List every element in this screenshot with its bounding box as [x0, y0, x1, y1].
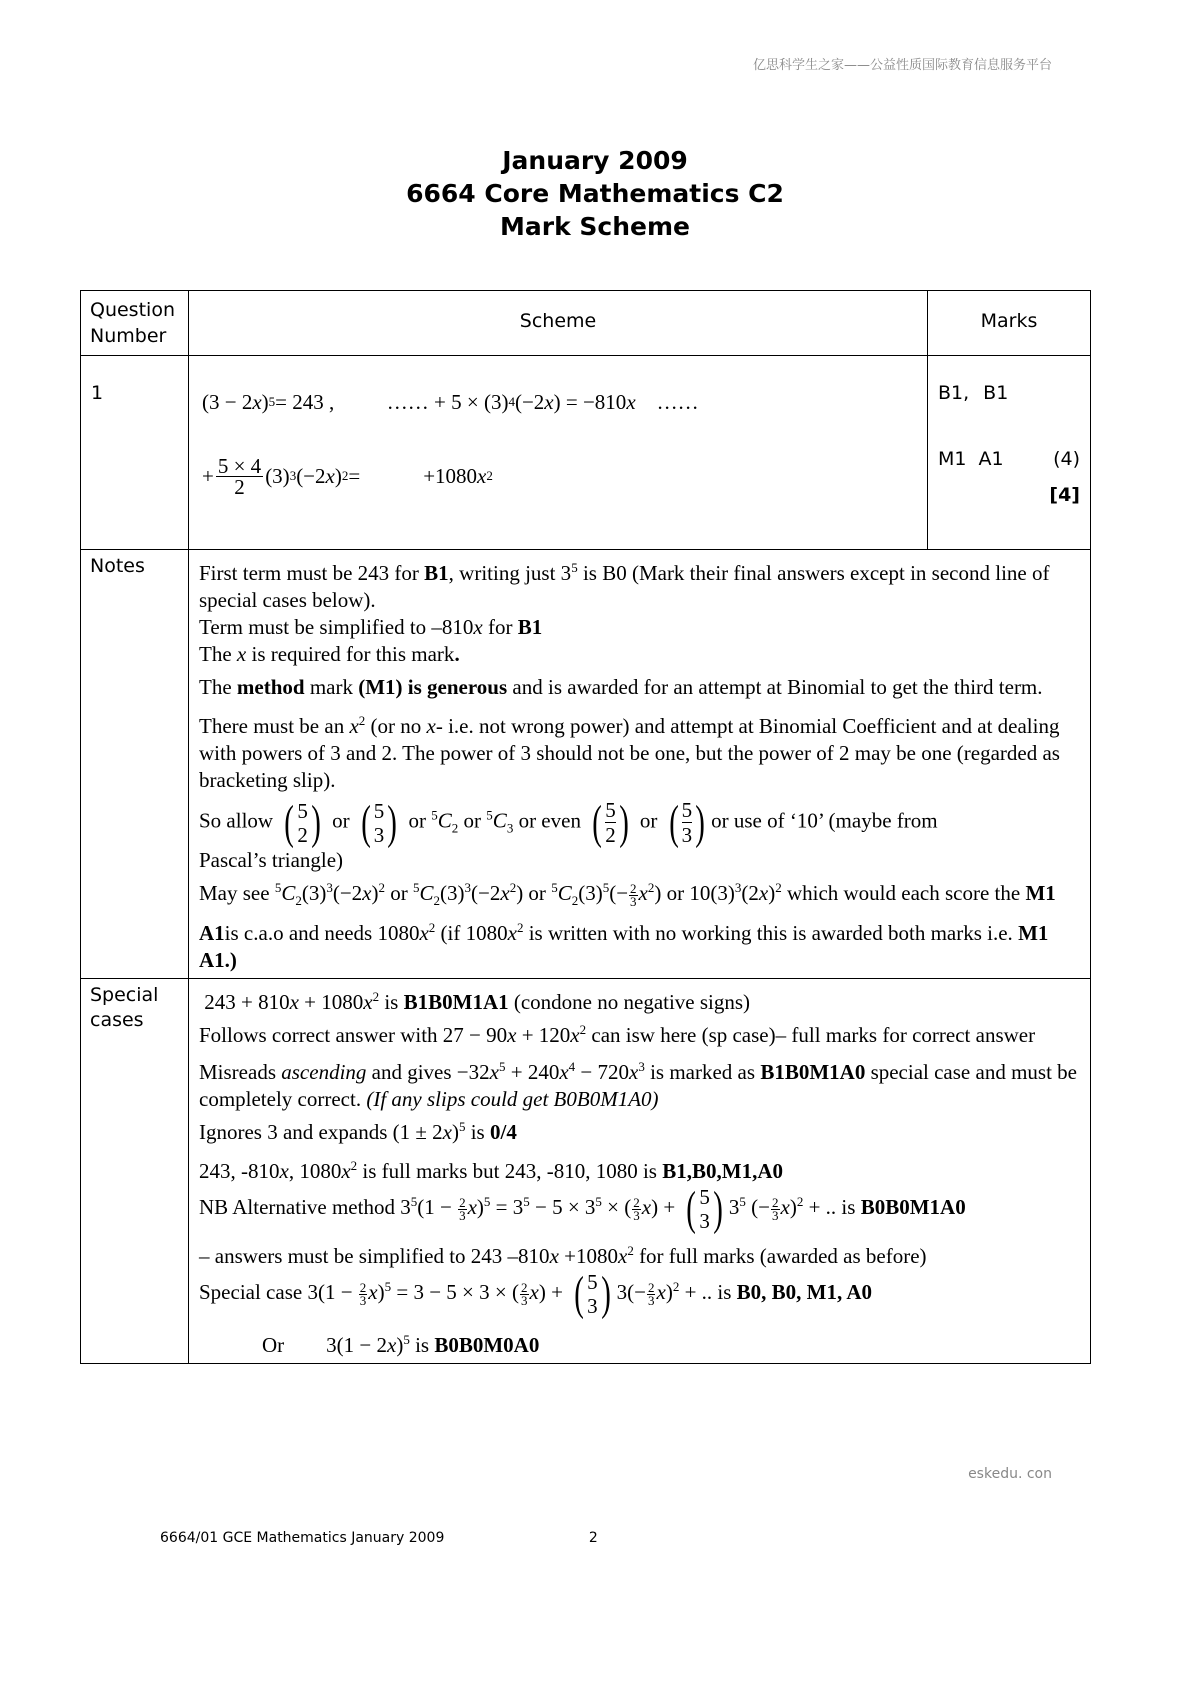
header-question: Question Number: [90, 299, 175, 347]
mark-b1-second: B1: [983, 382, 1009, 404]
title-date: January 2009: [502, 146, 688, 175]
title-paper: 6664 Core Mathematics C2: [406, 179, 784, 208]
mark-scheme-table: [80, 290, 1091, 1364]
watermark-bottom: eskedu. con: [968, 1466, 1052, 1482]
q1-scheme-line-1: (3 − 2 x ) 5 = 243 , …… + 5 × (3) 4 (−2 x ) = −810 x ……: [202, 389, 699, 414]
special-cases-row: [81, 979, 1091, 1364]
mark-total: [4]: [1049, 484, 1080, 506]
question-1-row: [81, 356, 1091, 550]
footer-paper-code: 6664/01 GCE Mathematics January 2009: [160, 1530, 445, 1546]
mark-subtotal: (4): [1053, 448, 1080, 470]
notes-row: [81, 550, 1091, 979]
special-cases-label: Special cases: [90, 984, 159, 1032]
q1-marks-line-2: [928, 448, 1090, 470]
page-number: 2: [588, 1530, 598, 1546]
mark-b1-first: B1,: [938, 382, 970, 404]
q1-marks-line-1: [928, 382, 1090, 404]
special-cases-text: $243 + 810x + 1080x^2$ is B1B0M1A1 (condone no negative signs) Follows correct answer with $27 - 90x + 120x^2$ can isw here (sp case)– full marks for correct answer Misreads ascending and gives $-32x^5 + 240x^4 - 720x^3$ is marked as B1B0M1A0 special case and must be completely correct. (If any slips could get B0B0M1A0) Ignores 3 and expands $(1 \pm 2x)^5$ is 0/4 243, -810x, $1080x^2$ is full marks but 243, -810, 1080 is B1,B0,M1,A0 NB Alternative method $3^5(1$ − $\frac{2}{3}$ $x)^5 = 3^5 - 5 \times 3^5$ × ( $\frac{2}{3}$ x) + ( 5 3 ) $3^5$ (− $\frac{2}{3}$ x)$^2$ + .. is B0B0M1A0 – answers must be simplified to 243 $-810x +1080x^2$ for full marks (awarded as before) Special case 3(1 − $\frac{2}{3}$ x)$^5$ = 3 − 5 × 3 × ( $\frac{2}{3}$ x) + ( 5 3 ) 3(− $\frac{2}{3}$ x)$^2$ + .. is B0, B0, M1, A0 Or $3(1 - 2x)^5$ is B0B0M0A0: [199, 989, 1077, 1358]
header-marks: Marks: [980, 310, 1038, 332]
header-scheme: Scheme: [519, 310, 597, 332]
watermark-top: 亿思科学生之家——公益性质国际教育信息服务平台: [752, 58, 1052, 73]
mark-a1: A1: [978, 448, 1004, 470]
mark-m1: M1: [938, 448, 967, 470]
q1-scheme-line-2: + $\frac{5 \times 4}{2}$ (3) 3 (−2 x ) 2 = +1080 x 2: [202, 453, 493, 499]
q1-marks-total-line: [928, 484, 1090, 506]
title-block: [0, 144, 1190, 243]
page-footer: [160, 1530, 598, 1546]
table-header-row: [81, 291, 1091, 356]
question-number: 1: [91, 382, 104, 404]
notes-text: First term must be 243 for B1, writing just $3^5$ is B0 (Mark their final answers except in second line of special cases below). Term must be simplified to –810x for B1 The x is required for this mark. The method mark (M1) is generous and is awarded for an attempt at Binomial to get the third term. There must be an $x^2$ (or no x- i.e. not wrong power) and attempt at Binomial Coefficient and at dealing with powers of 3 and 2. The power of 3 should not be one, but the power of 2 may be one (regarded as bracketing slip). So allow ( 5 2 ) or ( 5 3 ) or $^5C_2$ or $^5C_3$ or even ( 5 2 ) or ( 5 3 ) or use of ‘10’ (maybe from Pascal’s triangle) May see $^5C_2(3)^3(-2x)^2$ or $^5C_2(3)^3(-2x^2)$ or $^5C_2(3)^5(-$ $\frac{2}{3}$ $x^2$) or $10(3)^3(2x)^2$ which would each score the M1 A1is c.a.o and needs $1080x^2$ (if $1080x^2$ is written with no working this is awarded both marks i.e. M1 A1.): [199, 560, 1060, 973]
title-doc: Mark Scheme: [500, 212, 690, 241]
notes-label: Notes: [90, 555, 145, 577]
